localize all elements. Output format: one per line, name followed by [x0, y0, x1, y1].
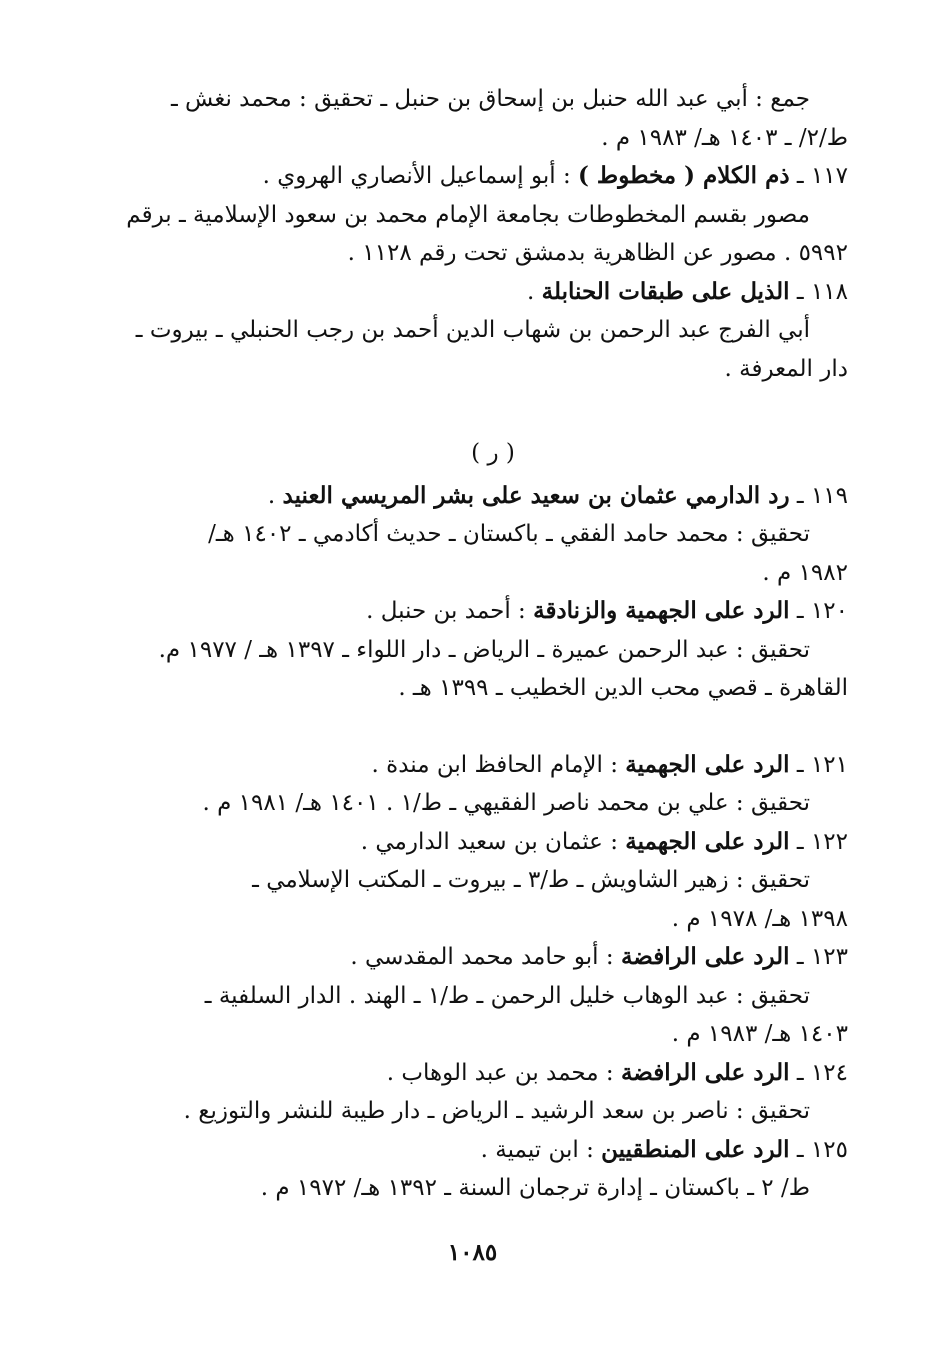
entries-top: [126, 80, 848, 388]
entry-116-detail: جمع : أبي عبد الله حنبل بن إسحاق بن حنبل ـ تحقيق : محمد نغش ـ: [170, 86, 810, 112]
entry-119-detail: تحقيق : محمد حامد الفقي ـ باكستان ـ حديث أكادمي ـ ١٤٠٢ هـ/: [208, 521, 810, 547]
entry-number: ١٢٣ ـ: [796, 944, 848, 970]
entry-120-detail-cont: القاهرة ـ قصي محب الدين الخطيب ـ ١٣٩٩ هـ .: [398, 675, 848, 701]
entry-title: رد الدارمي عثمان بن سعيد على بشر المريسي العنيد: [282, 481, 790, 509]
entry-122-detail-cont: ١٣٩٨ هـ/ ١٩٧٨ م .: [671, 905, 848, 932]
entry-number: ١٢٢ ـ: [796, 828, 848, 855]
entry-120-heading: [138, 592, 848, 631]
entry-author: : ابن تيمية .: [480, 1136, 602, 1163]
entry-author: : أبو حامد محمد المقدسي .: [350, 944, 621, 970]
page-body: [126, 80, 848, 1208]
entry-117-heading: [138, 157, 848, 196]
entry-123-heading: [138, 938, 848, 977]
entry-author: .: [267, 482, 283, 509]
spacer: [138, 388, 848, 426]
entries-bottom: [138, 746, 848, 1208]
entry-118-heading: [138, 273, 848, 312]
entry-title: ذم الكلام ( مخطوط ): [578, 162, 790, 189]
entry-124-detail: تحقيق : ناصر بن سعد الرشيد ـ الرياض ـ دار طيبة للنشر والتوزيع .: [183, 1098, 810, 1124]
entry-title: الرد على الجهمية والزنادقة: [533, 597, 790, 624]
entry-number: ١٢٤ ـ: [796, 1059, 848, 1086]
entry-number: ١٢٠ ـ: [796, 598, 848, 624]
entry-number: ١١٨ ـ: [796, 278, 848, 305]
entry-119-heading: [138, 477, 848, 516]
page-number: ١٠٨٥: [447, 1239, 498, 1266]
entry-124-heading: [138, 1054, 848, 1093]
entries-middle: [138, 477, 848, 708]
entry-title: الرد على المنطقيين: [601, 1135, 790, 1163]
entry-title: الذيل على طبقات الحنابلة: [541, 277, 790, 305]
entry-117-detail: مصور بقسم المخطوطات بجامعة الإمام محمد بن سعود الإسلامية ـ برقم: [126, 201, 810, 228]
entry-author: : عثمان بن سعيد الدارمي .: [360, 828, 626, 855]
entry-author: : أحمد بن حنبل .: [366, 598, 534, 624]
entry-122-heading: [138, 823, 848, 862]
entry-118-detail: أبي الفرج عبد الرحمن بن شهاب الدين أحمد بن رجب الحنبلي ـ بيروت ـ: [135, 317, 810, 343]
entry-125-detail: ط/ ٢ ـ باكستان ـ إدارة ترجمان السنة ـ ١٣٩٢ هـ/ ١٩٧٢ م .: [260, 1175, 810, 1201]
entry-title: الرد على الجهمية: [625, 750, 790, 778]
entry-number: ١١٩ ـ: [796, 482, 848, 509]
entry-119-detail-cont: ١٩٨٢ م .: [762, 559, 848, 586]
entry-number: ١١٧ ـ: [796, 163, 848, 189]
entry-122-detail: تحقيق : زهير الشاويش ـ ط/٣ ـ بيروت ـ المكتب الإسلامي ـ: [252, 867, 810, 893]
entry-120-detail: تحقيق : عبد الرحمن عميرة ـ الرياض ـ دار اللواء ـ ١٣٩٧ هـ / ١٩٧٧ م.: [158, 636, 810, 663]
entry-123-detail: تحقيق : عبد الوهاب خليل الرحمن ـ ط/١ ـ الهند . الدار السلفية ـ: [204, 982, 810, 1009]
entry-125-heading: [138, 1131, 848, 1170]
entry-title: الرد على الرافضة: [620, 943, 790, 970]
entry-author: : الإمام الحافظ ابن مندة .: [371, 751, 626, 778]
entry-author: .: [527, 278, 542, 305]
entry-author: : محمد بن عبد الوهاب .: [386, 1059, 621, 1086]
entry-118-detail-cont: دار المعرفة .: [724, 355, 848, 382]
entry-121-detail: تحقيق : علي بن محمد ناصر الفقيهي ـ ط/١ . ١٤٠١ هـ/ ١٩٨١ م .: [202, 790, 810, 816]
entry-author: : أبو إسماعيل الأنصاري الهروي .: [262, 163, 579, 189]
section-letter-heading: ( ر ): [471, 440, 515, 466]
entry-123-detail-cont: ١٤٠٣ هـ/ ١٩٨٣ م .: [671, 1021, 848, 1047]
entry-number: ١٢٥ ـ: [796, 1136, 848, 1163]
entry-number: ١٢١ ـ: [796, 751, 848, 778]
entry-121-heading: [138, 746, 848, 785]
entry-116-detail-cont: ط/٢/ ـ ١٤٠٣ هـ/ ١٩٨٣ م .: [601, 124, 848, 151]
entry-117-detail-cont: ٥٩٩٢ . مصور عن الظاهرية بدمشق تحت رقم ١١٢٨ .: [347, 240, 848, 266]
entry-title: الرد على الجهمية: [625, 827, 790, 855]
spacer: [138, 708, 848, 746]
entry-title: الرد على الرافضة: [620, 1058, 790, 1086]
